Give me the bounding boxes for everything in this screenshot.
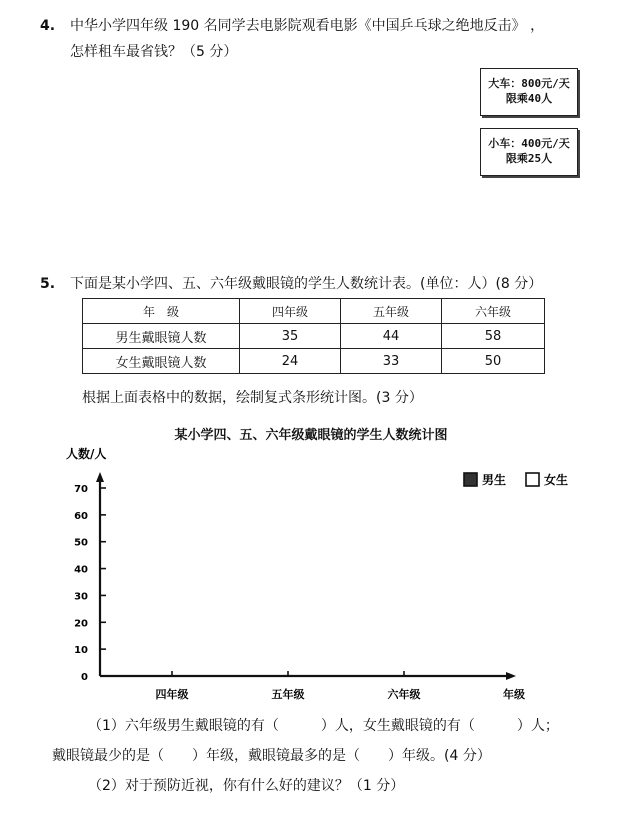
y-axis-label: 人数/人 xyxy=(66,447,107,461)
table-row xyxy=(83,349,545,374)
y-tick-label: 30 xyxy=(74,591,88,603)
big-bus-price-card xyxy=(480,68,578,116)
big-bus-price: 大车：800元/天 xyxy=(488,77,570,90)
table-header-grade6: 六年级 xyxy=(442,299,545,324)
small-bus-price-card xyxy=(480,128,578,176)
q5-sub1-line2: 戴眼镜最少的是（ ）年级，戴眼镜最多的是（ ）年级。(4 分） xyxy=(52,748,491,764)
stats-table xyxy=(82,298,545,374)
x-axis-label: 年级 xyxy=(503,688,525,701)
table-cell: 35 xyxy=(240,324,341,349)
legend-swatch-filled xyxy=(464,473,477,486)
table-cell: 33 xyxy=(341,349,442,374)
y-tick-label: 20 xyxy=(74,618,88,630)
q5-instruction: 根据上面表格中的数据，绘制复式条形统计图。(3 分） xyxy=(82,390,423,406)
y-tick-label: 50 xyxy=(74,537,88,549)
q5-sub2: （2）对于预防近视，你有什么好的建议？（1 分） xyxy=(88,778,405,794)
table-header-grade4: 四年级 xyxy=(240,299,341,324)
table-row-label-boys: 男生戴眼镜人数 xyxy=(83,324,240,349)
big-bus-capacity: 限乘40人 xyxy=(505,92,553,105)
x-axis-arrow xyxy=(506,672,516,680)
small-bus-price: 小车：400元/天 xyxy=(488,137,570,150)
chart-title: 某小学四、五、六年级戴眼镜的学生人数统计图 xyxy=(174,428,448,443)
table-header-grade: 年 级 xyxy=(83,299,240,324)
y-tick-label: 60 xyxy=(74,510,88,522)
q4-line1: 中华小学四年级 190 名同学去电影院观看电影《中国乒乓球之绝地反击》 ， xyxy=(70,18,545,34)
q5-line1: 下面是某小学四、五、六年级戴眼镜的学生人数统计表。(单位：人）(8 分） xyxy=(70,276,543,292)
table-cell: 24 xyxy=(240,349,341,374)
legend-label: 男生 xyxy=(482,473,507,487)
x-tick-label: 五年级 xyxy=(271,688,305,701)
q5-sub1-line1: （1）六年级男生戴眼镜的有（ ）人，女生戴眼镜的有（ ）人； xyxy=(88,718,559,734)
x-tick-label: 六年级 xyxy=(387,688,421,701)
y-tick-label: 40 xyxy=(74,564,88,576)
table-row xyxy=(83,324,545,349)
small-bus-capacity: 限乘25人 xyxy=(505,152,553,165)
q4-line2: 怎样租车最省钱？（5 分） xyxy=(70,44,238,60)
q4-number: 4. xyxy=(40,18,56,34)
x-tick-label: 四年级 xyxy=(155,688,189,701)
table-cell: 50 xyxy=(442,349,545,374)
table-row-label-girls: 女生戴眼镜人数 xyxy=(83,349,240,374)
y-tick-label: 0 xyxy=(81,672,88,683)
q5-number: 5. xyxy=(40,276,56,292)
legend-swatch-empty xyxy=(526,473,539,486)
table-cell: 58 xyxy=(442,324,545,349)
y-axis-arrow xyxy=(96,472,104,482)
table-header-row xyxy=(83,299,545,324)
y-tick-label: 70 xyxy=(74,484,88,495)
y-tick-label: 10 xyxy=(74,645,88,657)
table-cell: 44 xyxy=(341,324,442,349)
legend-label: 女生 xyxy=(544,473,569,487)
bar-chart xyxy=(0,440,622,710)
table-header-grade5: 五年级 xyxy=(341,299,442,324)
